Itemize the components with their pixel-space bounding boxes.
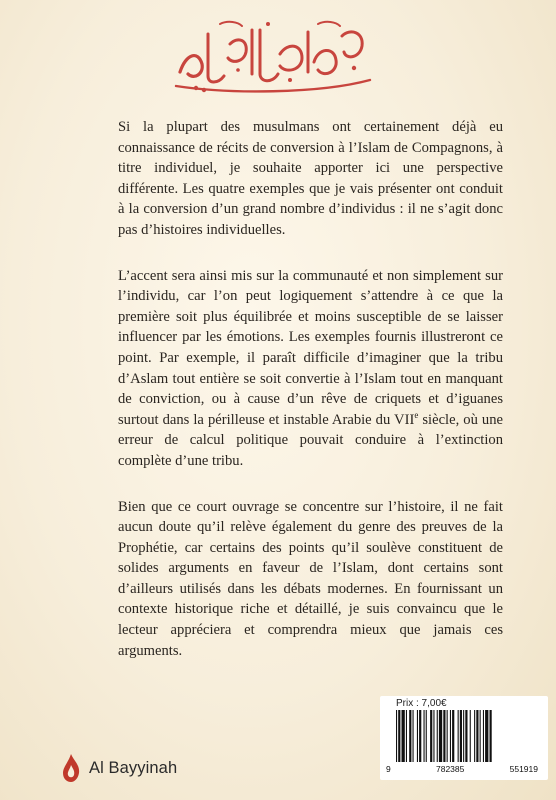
- paragraph-2-text: L’accent sera ainsi mis sur la communauté et non simplement sur l’individu, car l’on peut logiquement s’attendre à ce que la première soit plus équilibrée et moins susceptible de se laisser influencer par les émotions. Les exemples fournis illustreront ce point. Par exemple, il paraît difficile d’imaginer que la tribu d’Aslam tout entière se soit convertie à l’Islam tout en manquant de conviction, ou à cause d’un rêve de criquets et d’iguanes surtout dans la périlleuse et instable Arabie du VII: [118, 267, 503, 428]
- publisher-brand: [60, 753, 177, 783]
- barcode-digit-group-2: 551919: [509, 764, 538, 774]
- price-barcode-box: [380, 696, 548, 780]
- flame-drop-logo-icon: [60, 753, 82, 783]
- calligraphy-artwork: [168, 14, 378, 96]
- century-superscript: e: [414, 409, 419, 420]
- publisher-name: Al Bayyinah: [89, 758, 178, 777]
- arabic-calligraphy-header: [168, 14, 378, 96]
- barcode-digit-group-1: 782385: [435, 764, 465, 774]
- back-cover-text: [118, 117, 503, 686]
- barcode-image: [394, 710, 542, 762]
- price-label: Prix : 7,00€: [396, 698, 447, 709]
- paragraph-1: Si la plupart des musulmans ont certainement déjà eu connaissance de récits de conversion à l’Islam de Compagnons, à titre individuel, je souhaite apporter ici une perspective différente. Les quatre exemples que je vais présenter ont conduit à la conversion d’un grand nombre d’individus : il ne s’agit donc pas d’histoires individuelles.: [118, 119, 503, 238]
- barcode-digits: [386, 764, 546, 774]
- paragraph-3: Bien que ce court ouvrage se concentre sur l’histoire, il ne fait aucun doute qu’il relève également du genre des preuves de la Prophétie, car certains des points qu’il soulève constituent de solides arguments en faveur de l’Islam, dont certains sont d’ailleurs utilisés dans les débats modernes. En fournissant un contexte historique riche et détaillé, je suis convaincu que le lecteur appréciera et comprendra mieux que jamais ces arguments.: [118, 498, 503, 659]
- barcode-digit-prefix: 9: [386, 764, 391, 774]
- paragraph-2: [118, 266, 503, 472]
- paragraph-2-end: siècle, où une erreur de calcul politique pouvait conduire à l’extinction complète d’une tribu.: [118, 411, 503, 469]
